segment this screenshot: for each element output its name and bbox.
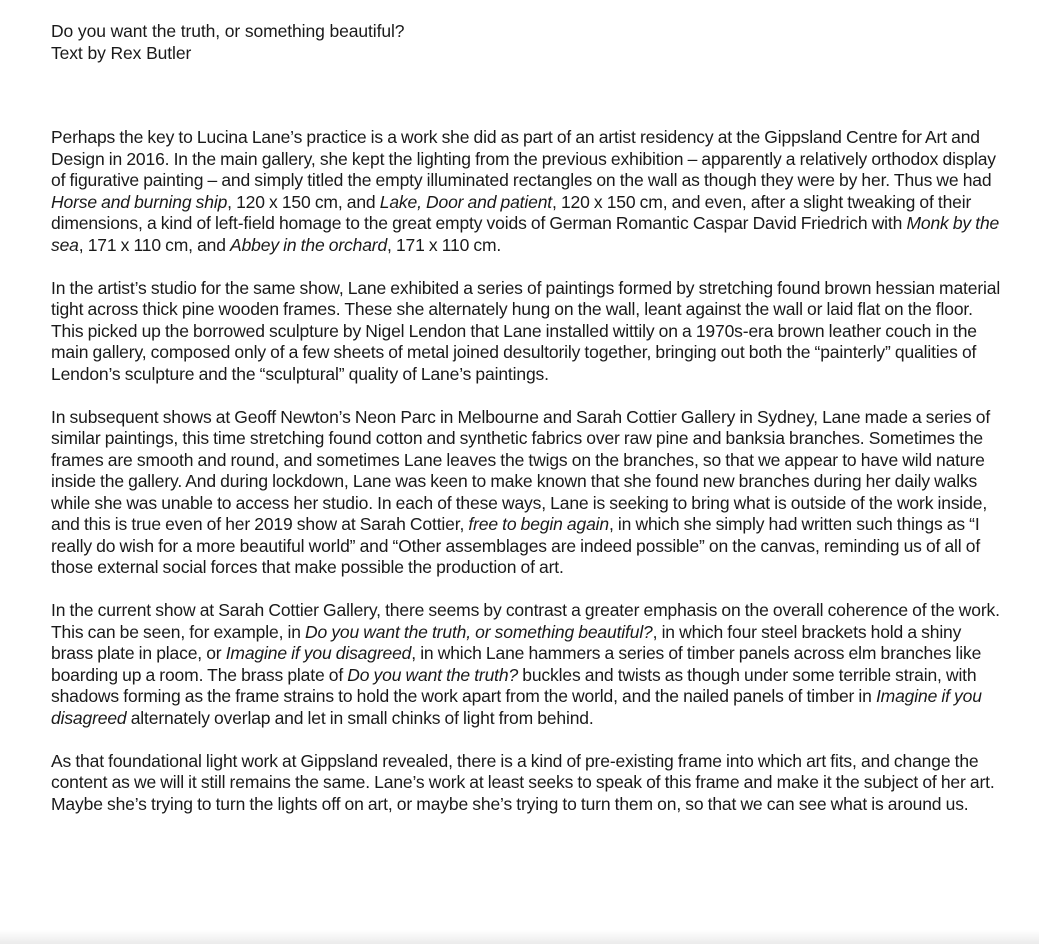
- artwork-title: Do you want the truth?: [347, 664, 519, 685]
- paragraph-text: In the artist’s studio for the same show, Lane exhibited a series of paintings formed by stretching found brown hessian material tight across thick pine wooden frames. These she alternately hung on the wall, leant against the wall or laid flat on the floor. This picked up the borrowed sculpture by Nigel Lendon that Lane installed wittily on a 1970s-era brown leather couch in the main gallery, composed only of a few sheets of metal joined desultorily together, bringing out both the “painterly” qualities of Lendon’s sculpture and the “sculptural” quality of Lane’s paintings.: [51, 277, 1001, 384]
- page-bottom-shade: [0, 930, 1039, 944]
- essay-header: [51, 20, 991, 64]
- artwork-title: Monk by the sea: [51, 213, 1000, 255]
- essay-byline: Text by Rex Butler: [51, 43, 192, 63]
- paragraph-5: [51, 751, 1001, 816]
- essay-title: Do you want the truth, or something beautiful?: [51, 21, 405, 41]
- paragraph-text: In the current show at Sarah Cottier Gallery, there seems by contrast a greater emphasis on the overall coherence of the work. This can be seen, for example, in: [51, 600, 1000, 642]
- paragraph-text: , in which Lane hammers a series of timber panels across elm branches like boarding up a room. The brass plate of: [51, 643, 982, 685]
- paragraph-text: alternately overlap and let in small chinks of light from behind.: [126, 707, 594, 728]
- artwork-title: Imagine if you disagreed: [225, 643, 412, 663]
- paragraph-text: , 120 x 150 cm, and even, after a slight tweaking of their dimensions, a kind of left-field homage to the great empty voids of German Romantic Caspar David Friedrich with: [51, 191, 972, 233]
- paragraph-text: , 171 x 110 cm, and: [78, 234, 231, 255]
- essay-body: [51, 127, 1001, 837]
- paragraph-2: [51, 278, 1001, 386]
- artwork-title: Do you want the truth, or something beautiful?: [305, 621, 653, 642]
- paragraph-text: As that foundational light work at Gippsland revealed, there is a kind of pre-existing frame into which art fits, and change the content as we will it still remains the same. Lane’s work at least seeks to speak of this frame and make it the subject of her art. Maybe she’s trying to turn the lights off on art, or maybe she’s trying to turn them on, so that we can see what is around us.: [51, 750, 995, 814]
- paragraph-text: , in which she simply had written such things as “I really do wish for a more beautiful world” and “Other assemblages are indeed possible” on the canvas, reminding us of all of those external social forces that make possible the production of art.: [51, 514, 981, 577]
- artwork-title: Horse and burning ship: [51, 191, 228, 212]
- paragraph-text: , 120 x 150 cm, and: [227, 191, 380, 212]
- paragraph-1: [51, 127, 1001, 256]
- artwork-title: Imagine if you disagreed: [51, 686, 982, 728]
- paragraph-text: , in which four steel brackets hold a shiny brass plate in place, or: [51, 621, 962, 663]
- paragraph-4: [51, 600, 1001, 729]
- paragraph-text: buckles and twists as though under some terrible strain, with shadows forming as the frame strains to hold the work apart from the world, and the nailed panels of timber in: [51, 664, 977, 706]
- paragraph-text: In subsequent shows at Geoff Newton’s Neon Parc in Melbourne and Sarah Cottier Gallery in Sydney, Lane made a series of similar paintings, this time stretching found cotton and synthetic fabrics over raw pine and banksia branches. Sometimes the frames are smooth and round, and sometimes Lane leaves the twigs on the branches, so that we appear to have wild nature inside the gallery. And during lockdown, Lane was keen to make known that she found new branches during her daily walks while she was unable to access her studio. In each of these ways, Lane is seeking to bring what is outside of the work inside, and this is true even of her 2019 show at Sarah Cottier,: [51, 406, 991, 534]
- paragraph-3: [51, 407, 1001, 579]
- paragraph-text: Perhaps the key to Lucina Lane’s practice is a work she did as part of an artist residency at the Gippsland Centre for Art and Design in 2016. In the main gallery, she kept the lighting from the previous exhibition – apparently a relatively orthodox display of figurative painting – and simply titled the empty illuminated rectangles on the wall as though they were by her. Thus we had: [51, 127, 996, 190]
- artwork-title: Lake, Door and patient: [379, 191, 553, 212]
- paragraph-text: , 171 x 110 cm.: [387, 234, 502, 255]
- artwork-title: Abbey in the orchard: [230, 234, 388, 255]
- artwork-title: free to begin again: [468, 514, 609, 534]
